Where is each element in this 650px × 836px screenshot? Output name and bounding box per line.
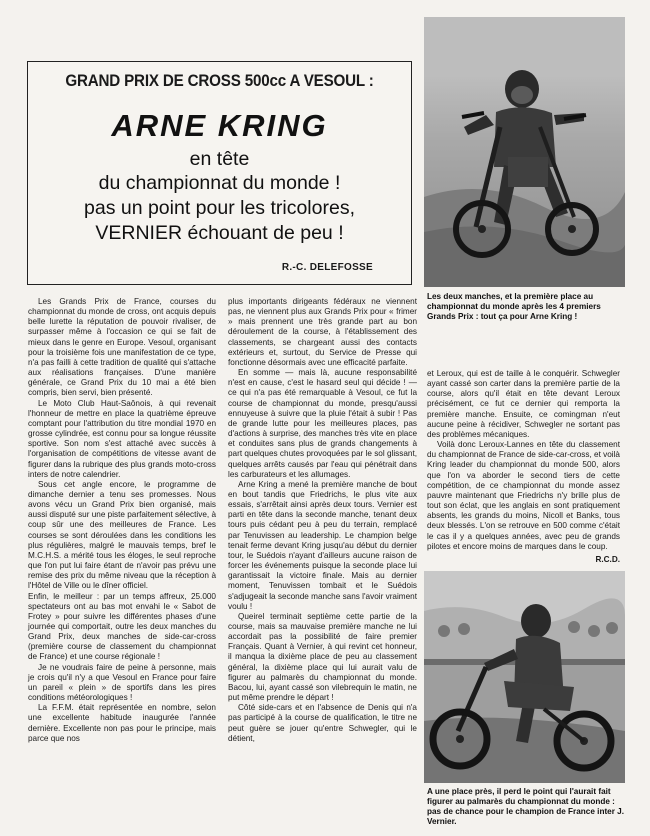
headline-sub-3: pas un point pour les tricolores, [84, 197, 355, 219]
headline-box [27, 61, 412, 285]
paragraph: et Leroux, qui est de taille à le conquérir. Schwegler ayant cassé son carter dans la première partie de la course, alors qu'il était en tête devant Leroux précisément, ce fut ce dernier qui remporta la première manche. Ensuite, ce comingman n'eut aucune peine à récidiver, Schwegler ne sortant pas des problèmes mécaniques. [427, 369, 620, 439]
headline-name: ARNE KRING [111, 108, 328, 143]
paragraph: Voilà donc Leroux-Lannes en tête du classement du championnat de France de side-car-cross, et voilà Kring leader du championnat du monde 500, alors que l'on va aborder le second tiers de cette compétition, de ce championnat du monde assez pauvre maintenant que Friedrichs n'y brille plus de tout son éclat, que les anglais en sont pratiquement absents, les grands du moins, Nicoll et Banks, tous deux blessés. L'on se retrouve en 500 comme c'était le cas il y a quelques années, avec peu de grands pilotes et encore moins de marques dans le coup. [427, 440, 620, 551]
headline-sub-4: VERNIER échouant de peu ! [95, 222, 344, 244]
photo-vernier [424, 571, 625, 783]
paragraph: La F.F.M. était représentée en nombre, selon une excellente habitude inaugurée l'année dernière. Excellente non pas pour le principe, mais parce que nos [28, 703, 216, 743]
paragraph: Queirel terminait septième cette partie de la course, mais sa mauvaise première manche ne lui accordait pas la possibilité de faire premier Français. Quant à Vernier, à qui revint cet honneur, il manqua la dixième place de peu au classement général, la dixième place qui lui aurait valu de figurer au palmarès du championnat du monde. Bacou, lui, ayant cassé son vilebrequin le matin, ne put même prendre le départ ! [228, 611, 417, 703]
paragraph: Je ne voudrais faire de peine à personne, mais je crois qu'il n'y a que Vesoul en France pour faire un pareil « plein » de sportifs dans les pires conditions météorologiques ! [28, 662, 216, 703]
article-column-3 [427, 369, 620, 565]
article-column-1 [28, 297, 216, 744]
paragraph: Sous cet angle encore, le programme de dimanche dernier a tenu ses promesses. Nous avons vécu un Grand Prix bien organisé, mais aussi disputé sur une piste parfaitement sélective, à coup sûr une des meilleures de France. Les courses se sont déroulées dans les conditions les plus régulières, malgré le mauvais temps, bref le M.C.H.S. a mérité tous les éloges, le seul reproche que l'on put lui faire étant de n'avoir pas prévu une remise des prix du même niveau que la réception à l'Hôtel de Ville ou le dîner officiel. [28, 479, 216, 591]
byline: R.-C. DELEFOSSE [281, 262, 373, 273]
headline-sub-1: en tête [189, 148, 250, 170]
paragraph: Côté side-cars et en l'absence de Denis qui n'a pas participé à la course de qualification, le titre ne peut guère se jouer qu'entre Schwegler, qui le détient, [228, 703, 417, 743]
caption-bottom: A une place près, il perd le point qui l'aurait fait figurer au palmarès du championnat du monde : pas de chance pour le champion de France inter J. Vernier. [427, 787, 625, 827]
paragraph: Arne Kring a mené la première manche de bout en bout tandis que Friedrichs, le plus vite aux essais, s'arrêtait ainsi après deux tours. Vernier est parti en tête dans la seconde manche, tenant deux tours puis cédant peu à peu du terrain, remplacé par Tenuvissen au leadership. Le champion belge tenait ferme devant Kring jusqu'au début du dernier tour, le Suédois n'ayant d'ailleurs aucune raison de forcer les événements puisque la seconde place lui garantissait la victoire finale. Mais au dernier moment, Tenuvissen tombait et le Suédois s'adjugeait la seconde manche sans l'avoir vraiment voulu ! [228, 479, 417, 611]
vernier-photo-illustration [424, 571, 625, 783]
caption-top: Les deux manches, et la première place au championnat du monde après les 4 premiers Grands Prix : tout ça pour Arne Kring ! [427, 292, 601, 322]
headline-sub-2: du championnat du monde ! [98, 172, 341, 194]
photo-arne-kring [424, 17, 625, 287]
signoff: R.C.D. [595, 554, 620, 564]
headline-kicker: GRAND PRIX DE CROSS 500cc A VESOUL : [65, 72, 374, 90]
paragraph: Le Moto Club Haut-Saônois, à qui revenait l'honneur de mettre en place la quatrième épreuve comptant pour l'attribution du titre mondial 1970 en grosse cylindrée, est connu pour sa longue réussite sportive. Son nom s'est attaché avec succès à l'organisation de compétitions de vitesse avant de figurer dans la rubrique des plus grands moto-cross inters de notre calendrier. [28, 398, 216, 479]
paragraph: Enfin, le meilleur : par un temps affreux, 25.000 spectateurs ont au bas mot envahi le « Sabot de Frotey » pour suivre les différentes phases d'une journée qui comportait, outre les deux manches du Grand Prix, deux manches de side-car-cross (première course de classement du championnat de France) et une course régionale ! [28, 591, 216, 662]
rider-photo-illustration [424, 17, 625, 287]
paragraph: plus importants dirigeants fédéraux ne viennent pas, ne viennent plus aux Grands Prix pour « frimer » mais prennent une très grande part au bon déroulement de la course, à l'établissement des classements, se chargeant aussi des contacts extérieurs et, surtout, du Service de Presse qui fonctionne désormais avec une efficacité parfaite. [228, 297, 417, 367]
article-column-2 [228, 297, 417, 744]
paragraph: En somme — mais là, aucune responsabilité n'est en cause, c'est le hasard seul qui décide ! — ce qui n'a pas été remarquable à Vesoul, ce fut la course de championnat du monde, presqu'aussi ennuyeuse à suivre que la pluie l'était à subir ! Pas de grande lutte pour les meilleures places, pas d'actions à surprise, des manches très vite en place et conduites sans plus de grands changements à part quelques chutes provoquées par le sol glissant, quelques arrêts causés par l'eau qui pénétrait dans les carburateurs et les allumages. [228, 368, 417, 479]
paragraph: Les Grands Prix de France, courses du championnat du monde de cross, ont acquis depuis belle lurette la réputation de pouvoir rivaliser, de surpasser même à l'occasion ce qui se fait de mieux dans le genre en Europe. Vesoul, organisant pour la troisième fois une manifestation de ce type, n'a pas failli à cette tradition de qualité qui s'attache aux réalisations françaises. D'une manière générale, ce Grand Prix du 10 mai a été bien compris, bien servi, bien présenté. [28, 297, 216, 398]
